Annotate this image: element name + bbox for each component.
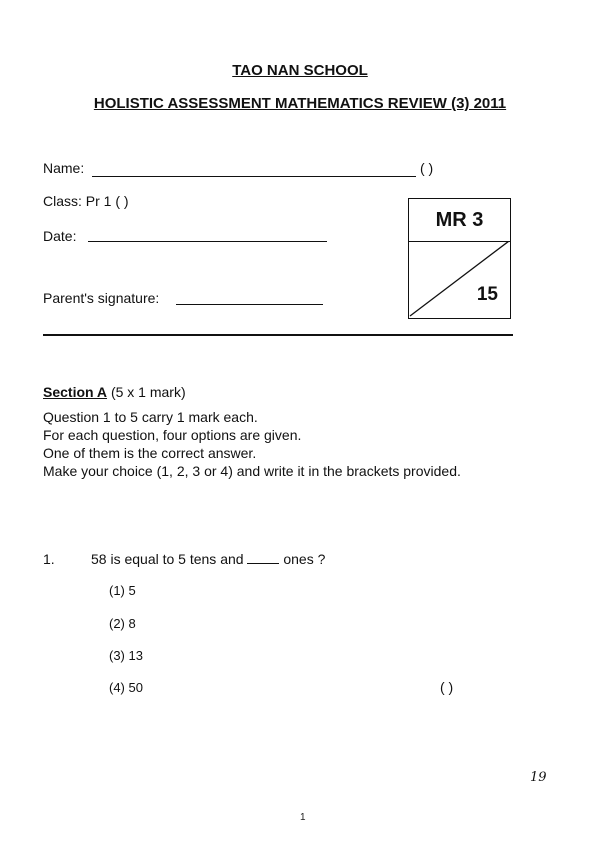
paper-title: HOLISTIC ASSESSMENT MATHEMATICS REVIEW (3) 2011 xyxy=(93,95,507,112)
question-text-before: 58 is equal to 5 tens and xyxy=(91,551,244,567)
signature-field[interactable] xyxy=(176,304,323,305)
index-number-bracket: ( ) xyxy=(420,160,434,176)
date-field[interactable] xyxy=(88,241,327,242)
score-total: 15 xyxy=(476,284,498,305)
option-2: (2) 8 xyxy=(109,616,136,631)
signature-label: Parent's signature: xyxy=(43,290,160,306)
instructions xyxy=(43,408,461,480)
option-3: (3) 13 xyxy=(109,648,143,663)
option-4: (4) 50 xyxy=(109,680,143,695)
date-label: Date: xyxy=(43,228,77,244)
section-title: Section A xyxy=(43,384,108,400)
instruction-line: Question 1 to 5 carry 1 mark each. xyxy=(43,409,258,425)
instruction-line: One of them is the correct answer. xyxy=(43,445,257,461)
name-field[interactable] xyxy=(92,176,416,177)
question-text-after: ones ? xyxy=(283,551,326,567)
section-heading xyxy=(43,384,186,400)
instruction-line: For each question, four options are given. xyxy=(43,427,302,443)
question-text xyxy=(91,551,325,567)
score-box xyxy=(408,198,511,319)
instruction-line: Make your choice (1, 2, 3 or 4) and write it in the brackets provided. xyxy=(43,463,461,479)
question-number: 1. xyxy=(43,551,55,567)
school-name: TAO NAN SCHOOL xyxy=(232,62,368,79)
section-marks: (5 x 1 mark) xyxy=(110,384,186,400)
answer-bracket[interactable]: ( ) xyxy=(440,679,454,695)
class-label: Class: Pr 1 ( ) xyxy=(43,193,129,209)
score-box-label: MR 3 xyxy=(409,199,510,242)
header-separator xyxy=(43,334,513,336)
option-1: (1) 5 xyxy=(109,583,136,598)
name-label: Name: xyxy=(43,160,85,176)
page-number: 1 xyxy=(300,812,306,823)
answer-blank xyxy=(247,563,279,564)
handwritten-mark: 19 xyxy=(530,770,547,785)
